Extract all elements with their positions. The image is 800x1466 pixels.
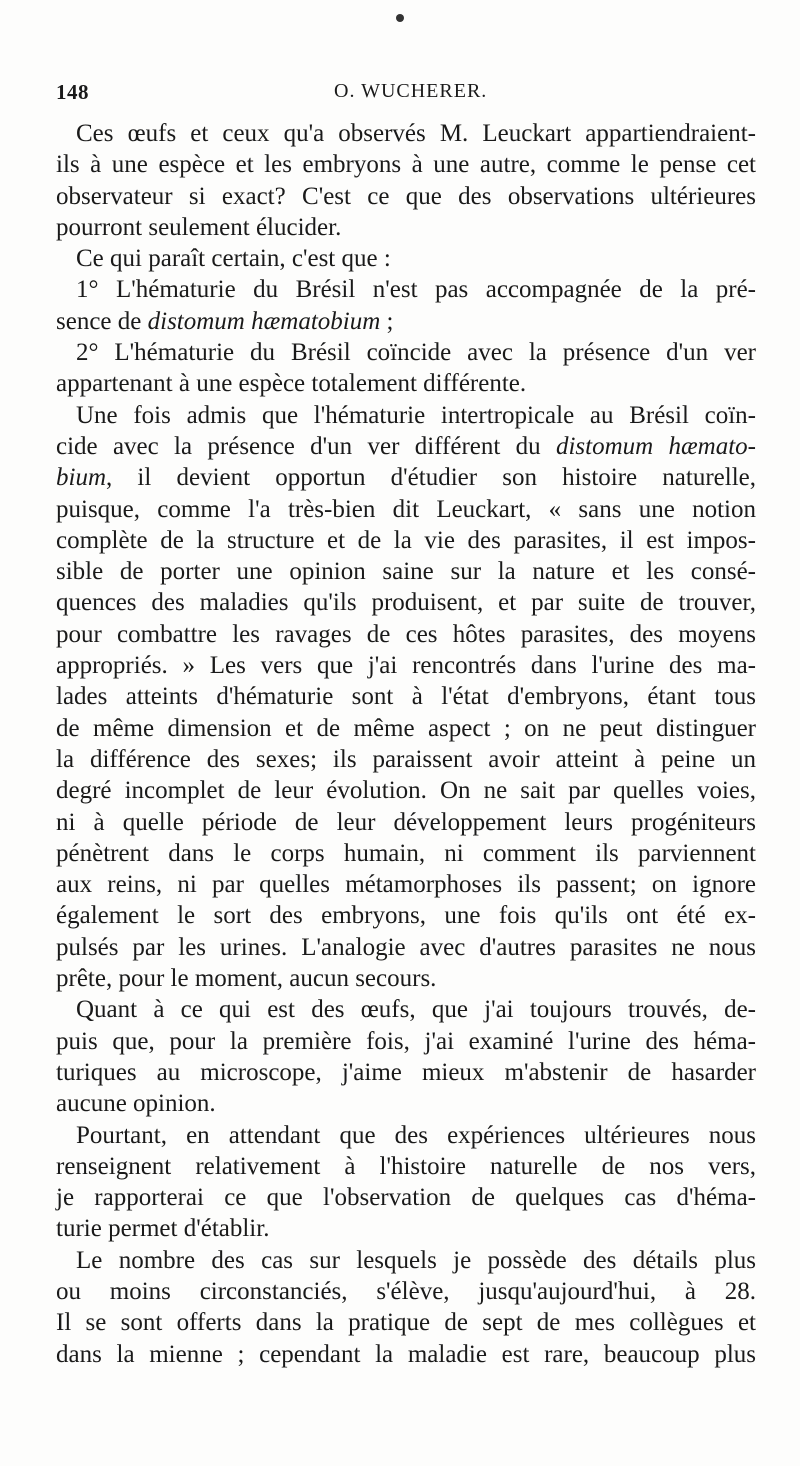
text-segment: ; [380, 307, 394, 335]
text-line: turiques au microscope, j'aime mieux m'abstenir de hasarder [56, 1058, 756, 1086]
page-number: 148 [56, 80, 89, 104]
text-line: Pourtant, en attendant que des expériences ultérieures nous [76, 1121, 756, 1149]
text-line: pulsés par les urines. L'analogie avec d'autres parasites ne nous [56, 933, 756, 961]
text-line: complète de la structure et de la vie des parasites, il est impos- [56, 526, 756, 554]
italic-term: distomum hæmatobium [147, 307, 381, 335]
text-line: Une fois admis que l'hématurie intertropicale au Brésil coïn- [76, 401, 756, 429]
text-line: renseignent relativement à l'histoire naturelle de nos vers, [56, 1152, 756, 1180]
text-segment: cide avec la présence d'un ver différent du [56, 432, 556, 460]
text-line: dans la mienne ; cependant la maladie est rare, beaucoup plus [56, 1340, 756, 1368]
text-line: Ce qui paraît certain, c'est que : [76, 245, 391, 273]
text-line: ou moins circonstanciés, s'élève, jusqu'aujourd'hui, à 28. [56, 1277, 756, 1305]
text-line: je rapporterai ce que l'observation de quelques cas d'héma- [56, 1184, 756, 1212]
text-line: observateur si exact? C'est ce que des observations ultérieures [56, 182, 756, 210]
text-line: de même dimension et de même aspect ; on ne peut distinguer [56, 714, 756, 742]
text-line: 1° L'hématurie du Brésil n'est pas accompagnée de la pré- [76, 276, 756, 304]
text-line: prête, pour le moment, aucun secours. [56, 965, 437, 993]
text-line: également le sort des embryons, une fois qu'ils ont été ex- [56, 902, 756, 930]
text-line: quences des maladies qu'ils produisent, et par suite de trouver, [56, 589, 756, 617]
text-line: degré incomplet de leur évolution. On ne sait par quelles voies, [56, 777, 756, 805]
text-line: aucune opinion. [56, 1090, 216, 1118]
text-line: puis que, pour la première fois, j'ai examiné l'urine des héma- [56, 1027, 756, 1055]
text-line [56, 431, 756, 462]
text-line: lades atteints d'hématurie sont à l'état d'embryons, étant tous [56, 683, 756, 711]
text-line: Ces œufs et ceux qu'a observés M. Leuckart appartiendraient- [76, 120, 756, 147]
text-line [56, 462, 756, 493]
text-line: appartenant à une espèce totalement différente. [56, 370, 527, 398]
text-line: puisque, comme l'a très-bien dit Leuckart, « sans une notion [56, 495, 756, 523]
text-line: turie permet d'établir. [56, 1215, 270, 1243]
text-line: 2° L'hématurie du Brésil coïncide avec la présence d'un ver [76, 339, 756, 367]
text-line: ni à quelle période de leur développement leurs progéniteurs [56, 808, 756, 836]
page-header [56, 80, 746, 106]
text-line: sible de porter une opinion saine sur la nature et les consé- [56, 558, 756, 586]
body-text [56, 118, 756, 1370]
text-line [56, 306, 756, 337]
text-line: aux reins, ni par quelles métamorphoses ils passent; on ignore [56, 871, 756, 899]
italic-term: distomum hæmato- [555, 432, 756, 460]
text-line: la différence des sexes; ils paraissent avoir atteint à peine un [56, 745, 756, 773]
text-line: appropriés. » Les vers que j'ai rencontrés dans l'urine des ma- [56, 652, 756, 680]
text-line: Il se sont offerts dans la pratique de sept de mes collègues et [56, 1309, 756, 1337]
text-line: pénètrent dans le corps humain, ni comment ils parviennent [56, 839, 756, 867]
text-line: Le nombre des cas sur lesquels je possède des détails plus [76, 1246, 756, 1274]
text-segment: , il devient opportun d'étudier son histoire naturelle, [106, 464, 756, 492]
text-line: Quant à ce qui est des œufs, que j'ai toujours trouvés, de- [76, 996, 756, 1024]
text-segment: sence de [56, 307, 148, 335]
italic-term: bium [56, 464, 106, 492]
scan-speck [396, 14, 404, 22]
text-line: ils à une espèce et les embryons à une autre, comme le pense cet [56, 151, 756, 179]
text-line: pour combattre les ravages de ces hôtes parasites, des moyens [56, 620, 756, 648]
running-head: O. WUCHERER. [334, 80, 488, 102]
text-line: pourront seulement élucider. [56, 213, 342, 241]
